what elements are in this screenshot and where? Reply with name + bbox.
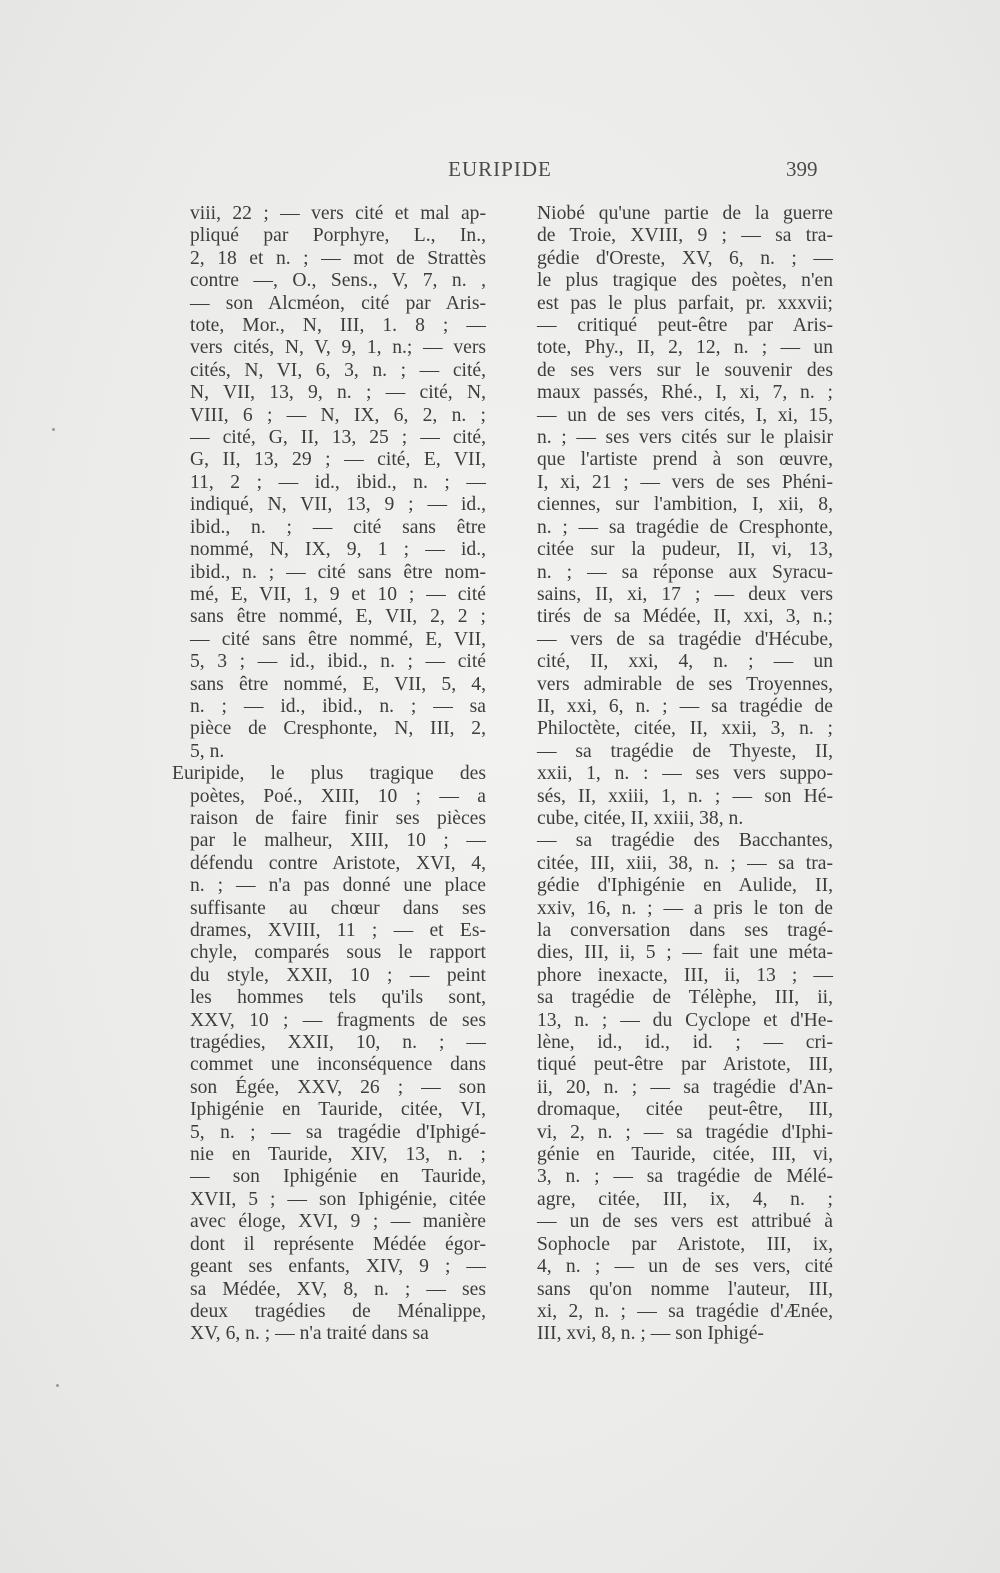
index-line: XV, 6, n. ; — n'a traité dans sa: [190, 1323, 429, 1345]
index-line: citée, III, xiii, 38, n. ; — sa tra-: [537, 852, 833, 874]
index-line: III, xvi, 8, n. ; — son Iphigé-: [537, 1323, 764, 1345]
index-line: sains, II, xi, 17 ; — deux vers: [537, 583, 833, 605]
index-line: n. ; — sa réponse aux Syracu-: [537, 561, 833, 583]
index-line: que l'artiste prend à son œuvre,: [537, 449, 833, 471]
index-column-left: [172, 203, 486, 1346]
index-line: ii, 20, n. ; — sa tragédie d'An-: [537, 1076, 833, 1098]
index-line: 5, n.: [190, 740, 225, 762]
index-line: Euripide, le plus tragique des: [172, 763, 486, 785]
index-line: avec éloge, XVI, 9 ; — manière: [190, 1211, 486, 1233]
index-line: 2, 18 et n. ; — mot de Strattès: [190, 247, 486, 269]
index-line: suffisante au chœur dans ses: [190, 897, 486, 919]
index-line: génie en Tauride, citée, III, vi,: [537, 1144, 833, 1166]
index-line: 11, 2 ; — id., ibid., n. ; —: [190, 471, 486, 493]
index-line: — sa tragédie de Thyeste, II,: [537, 740, 833, 762]
index-line: gédie d'Iphigénie en Aulide, II,: [537, 875, 833, 897]
index-line: cités, N, VI, 6, 3, n. ; — cité,: [190, 359, 486, 381]
index-line: — vers de sa tragédie d'Hécube,: [537, 628, 833, 650]
index-line: Philoctète, citée, II, xxii, 3, n. ;: [537, 718, 833, 740]
index-line: cube, citée, II, xxiii, 38, n.: [537, 807, 744, 829]
index-line: commet une inconséquence dans: [190, 1054, 486, 1076]
index-line: xi, 2, n. ; — sa tragédie d'Ænée,: [537, 1300, 833, 1322]
index-line: la conversation dans ses tragé-: [537, 920, 833, 941]
paper-speck: [52, 428, 55, 431]
index-line: 5, n. ; — sa tragédie d'Iphigé-: [190, 1121, 486, 1143]
index-line: n. ; — sa tragédie de Cresphonte,: [537, 516, 833, 538]
index-line: geant ses enfants, XIV, 9 ; —: [190, 1256, 486, 1278]
index-line: xxii, 1, n. : — ses vers suppo-: [537, 763, 833, 785]
index-line: N, VII, 13, 9, n. ; — cité, N,: [190, 382, 486, 404]
index-line: sans être nommé, E, VII, 2, 2 ;: [190, 606, 486, 628]
index-line: vers admirable de ses Troyennes,: [537, 673, 833, 695]
index-line: mé, E, VII, 1, 9 et 10 ; — cité: [190, 583, 486, 605]
index-line: son Égée, XXV, 26 ; — son: [190, 1076, 486, 1098]
index-column-right: [537, 203, 833, 1346]
index-line: drames, XVIII, 11 ; — et Es-: [190, 920, 486, 941]
running-title: EURIPIDE: [448, 157, 552, 181]
index-line: le plus tragique des poètes, n'en: [537, 270, 833, 292]
index-line: est pas le plus parfait, pr. xxxvii;: [537, 292, 833, 314]
index-line: — son Iphigénie en Tauride,: [190, 1166, 486, 1188]
index-line: 3, n. ; — sa tragédie de Mélé-: [537, 1166, 833, 1188]
index-line: — un de ses vers cités, I, xi, 15,: [537, 404, 833, 426]
index-line: n. ; — n'a pas donné une place: [190, 875, 486, 897]
index-line: gédie d'Oreste, XV, 6, n. ; —: [537, 247, 833, 269]
index-line: poètes, Poé., XIII, 10 ; — a: [190, 785, 486, 807]
index-line: 4, n. ; — un de ses vers, cité: [537, 1256, 833, 1278]
running-head: [0, 157, 1000, 187]
index-line: cité, II, xxi, 4, n. ; — un: [537, 651, 833, 673]
index-line: nommé, N, IX, 9, 1 ; — id.,: [190, 539, 486, 561]
index-line: ciennes, sur l'ambition, I, xii, 8,: [537, 494, 833, 516]
index-line: du style, XXII, 10 ; — peint: [190, 964, 486, 986]
index-line: XVII, 5 ; — son Iphigénie, citée: [190, 1188, 486, 1210]
index-line: maux passés, Rhé., I, xi, 7, n. ;: [537, 382, 833, 404]
index-line: xxiv, 16, n. ; — a pris le ton de: [537, 897, 833, 919]
index-line: dies, III, ii, 5 ; — fait une méta-: [537, 942, 833, 964]
index-line: raison de faire finir ses pièces: [190, 807, 486, 829]
index-line: sans être nommé, E, VII, 5, 4,: [190, 673, 486, 695]
index-line: pièce de Cresphonte, N, III, 2,: [190, 718, 486, 740]
index-line: par le malheur, XIII, 10 ; —: [190, 830, 486, 852]
index-line: viii, 22 ; — vers cité et mal ap-: [190, 203, 486, 224]
index-line: chyle, comparés sous le rapport: [190, 942, 486, 964]
index-line: 13, n. ; — du Cyclope et d'He-: [537, 1009, 833, 1031]
index-line: G, II, 13, 29 ; — cité, E, VII,: [190, 449, 486, 471]
index-line: 5, 3 ; — id., ibid., n. ; — cité: [190, 651, 486, 673]
index-line: de Troie, XVIII, 9 ; — sa tra-: [537, 225, 833, 247]
index-line: — cité, G, II, 13, 25 ; — cité,: [190, 427, 486, 449]
index-line: sa Médée, XV, 8, n. ; — ses: [190, 1278, 486, 1300]
index-line: — critiqué peut-être par Aris-: [537, 315, 833, 337]
index-line: défendu contre Aristote, XVI, 4,: [190, 852, 486, 874]
index-line: citée sur la pudeur, II, vi, 13,: [537, 539, 833, 561]
index-line: ibid., n. ; — cité sans être: [190, 516, 486, 538]
index-line: lène, id., id., id. ; — cri-: [537, 1032, 833, 1054]
index-line: vers cités, N, V, 9, 1, n.; — vers: [190, 337, 486, 359]
index-line: II, xxi, 6, n. ; — sa tragédie de: [537, 695, 833, 717]
index-line: tote, Phy., II, 2, 12, n. ; — un: [537, 337, 833, 359]
page-number: 399: [786, 157, 818, 181]
index-line: dont il représente Médée égor-: [190, 1233, 486, 1255]
index-line: n. ; — id., ibid., n. ; — sa: [190, 695, 486, 717]
index-line: phore inexacte, III, ii, 13 ; —: [537, 964, 833, 986]
index-line: tiqué peut-être par Aristote, III,: [537, 1054, 833, 1076]
index-line: n. ; — ses vers cités sur le plaisir: [537, 427, 833, 449]
index-line: — sa tragédie des Bacchantes,: [537, 830, 833, 852]
index-line: tragédies, XXII, 10, n. ; —: [190, 1032, 486, 1054]
index-line: dromaque, citée peut-être, III,: [537, 1099, 833, 1121]
index-line: sans qu'on nomme l'auteur, III,: [537, 1278, 833, 1300]
index-line: VIII, 6 ; — N, IX, 6, 2, n. ;: [190, 404, 486, 426]
index-line: indiqué, N, VII, 13, 9 ; — id.,: [190, 494, 486, 516]
index-line: pliqué par Porphyre, L., In.,: [190, 225, 486, 247]
index-line: sés, II, xxiii, 1, n. ; — son Hé-: [537, 785, 833, 807]
index-line: Iphigénie en Tauride, citée, VI,: [190, 1099, 486, 1121]
index-line: sa tragédie de Télèphe, III, ii,: [537, 987, 833, 1009]
index-line: contre —, O., Sens., V, 7, n. ,: [190, 270, 486, 292]
index-line: Sophocle par Aristote, III, ix,: [537, 1233, 833, 1255]
index-line: — un de ses vers est attribué à: [537, 1211, 833, 1233]
index-line: tirés de sa Médée, II, xxi, 3, n.;: [537, 606, 833, 628]
index-line: tote, Mor., N, III, 1. 8 ; —: [190, 315, 486, 337]
index-line: vi, 2, n. ; — sa tragédie d'Iphi-: [537, 1121, 833, 1143]
index-line: — cité sans être nommé, E, VII,: [190, 628, 486, 650]
index-line: agre, citée, III, ix, 4, n. ;: [537, 1188, 833, 1210]
index-line: ibid., n. ; — cité sans être nom-: [190, 561, 486, 583]
paper-speck: [56, 1384, 59, 1387]
index-line: les hommes tels qu'ils sont,: [190, 987, 486, 1009]
index-line: — son Alcméon, cité par Aris-: [190, 292, 486, 314]
index-line: deux tragédies de Ménalippe,: [190, 1300, 486, 1322]
index-line: de ses vers sur le souvenir des: [537, 359, 833, 381]
index-line: I, xi, 21 ; — vers de ses Phéni-: [537, 471, 833, 493]
index-line: Niobé qu'une partie de la guerre: [537, 203, 833, 224]
index-line: XXV, 10 ; — fragments de ses: [190, 1009, 486, 1031]
index-line: nie en Tauride, XIV, 13, n. ;: [190, 1144, 486, 1166]
